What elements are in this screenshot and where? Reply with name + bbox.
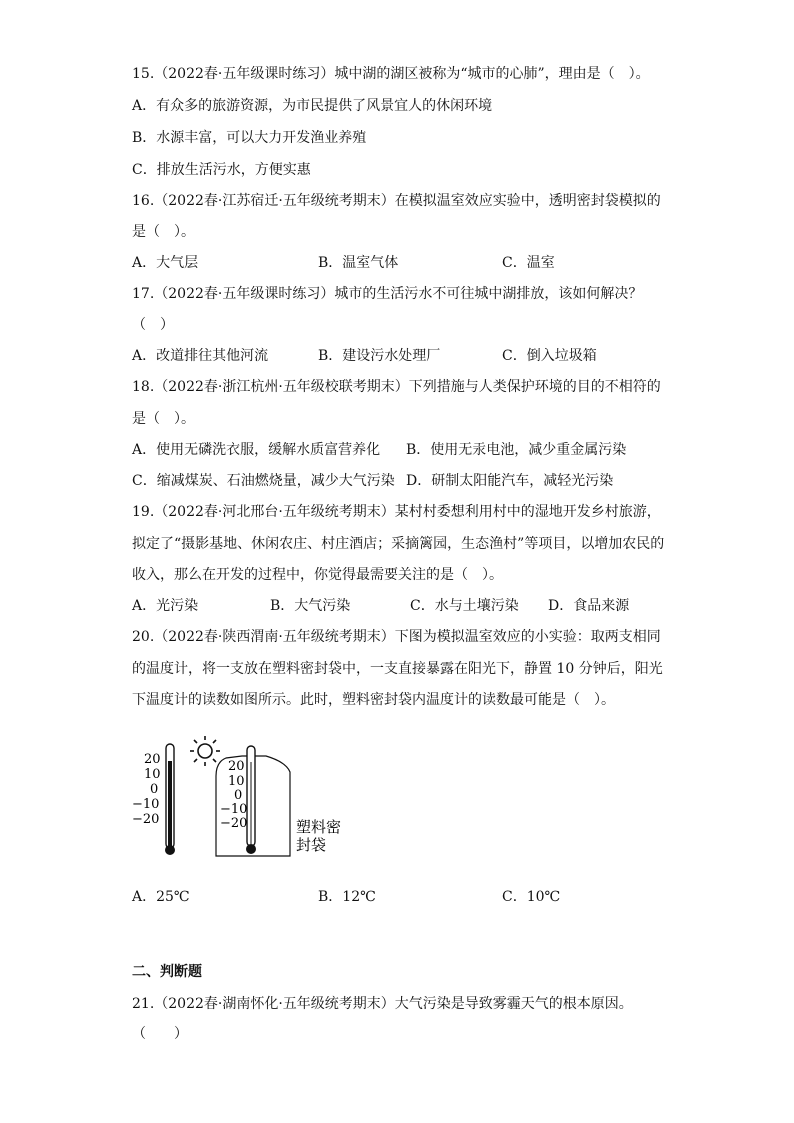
q16-option-c: C．温室 xyxy=(502,255,555,271)
q18-option-c: C．缩减煤炭、石油燃烧量，减少大气污染 xyxy=(132,473,395,489)
bag-label-line2: 封袋 xyxy=(296,836,327,854)
left-scale-label-minus10: −10 xyxy=(132,797,160,812)
q21-stem: 21.（2022春·湖南怀化·五年级统考期末）大气污染是导致雾霾天气的根本原因。 xyxy=(132,996,633,1012)
bag-label-line1: 塑料密 xyxy=(296,818,342,836)
q17-option-c: C．倒入垃圾箱 xyxy=(502,348,597,364)
bag-scale-label-0: 0 xyxy=(234,788,243,803)
greenhouse-experiment-figure xyxy=(130,732,380,862)
bag-scale-label-10: 10 xyxy=(228,774,245,789)
q18-stem-line2: 是（ ）。 xyxy=(132,411,195,427)
q19-option-d: D．食品来源 xyxy=(548,598,630,614)
q20-option-c: C．10℃ xyxy=(502,889,561,905)
q19-option-c: C．水与土壤污染 xyxy=(410,598,519,614)
bag-scale-label-minus20: −20 xyxy=(220,816,248,831)
q19-option-a: A．光污染 xyxy=(132,598,199,614)
q17-option-b: B．建设污水处理厂 xyxy=(318,348,441,364)
q18-option-b: B．使用无汞电池，减少重金属污染 xyxy=(406,442,627,458)
q17-stem-line2: （ ） xyxy=(132,317,174,333)
q20-stem-line3: 下温度计的读数如图所示。此时，塑料密封袋内温度计的读数最可能是（ ）。 xyxy=(132,692,615,708)
q15-option-c: C．排放生活污水，方便实惠 xyxy=(132,162,311,178)
left-scale-label-10: 10 xyxy=(144,767,161,782)
q20-stem-line1: 20.（2022春·陕西渭南·五年级统考期末）下图为模拟温室效应的小实验：取两支相同 xyxy=(132,629,661,645)
sunlight-thermometer-icon xyxy=(165,744,175,855)
q21-answer-bracket: （ ） xyxy=(132,1026,188,1042)
q15-option-b: B．水源丰富，可以大力开发渔业养殖 xyxy=(132,130,367,146)
q19-stem-line3: 收入，那么在开发的过程中，你觉得最需要关注的是（ ）。 xyxy=(132,567,503,583)
q19-stem-line2: 拟定了“摄影基地、休闲农庄、村庄酒店；采摘篱园，生态渔村”等项目，以增加农民的 xyxy=(132,536,665,552)
bag-thermometer-icon xyxy=(246,746,256,854)
q20-option-a: A．25℃ xyxy=(132,889,190,905)
q17-stem-line1: 17.（2022春·五年级课时练习）城市的生活污水不可往城中湖排放，该如何解决？ xyxy=(132,286,643,302)
q19-stem-line1: 19.（2022春·河北邢台·五年级统考期末）某村村委想利用村中的湿地开发乡村旅游， xyxy=(132,504,661,520)
q20-option-b: B．12℃ xyxy=(318,889,376,905)
q16-stem-line1: 16.（2022春·江苏宿迁·五年级统考期末）在模拟温室效应实验中，透明密封袋模拟的 xyxy=(132,193,661,209)
q15-stem: 15.（2022春·五年级课时练习）城中湖的湖区被称为“城市的心肺”，理由是（ ）。 xyxy=(132,66,650,82)
bag-scale-label-20: 20 xyxy=(228,759,245,774)
q18-stem-line1: 18.（2022春·浙江杭州·五年级校联考期末）下列措施与人类保护环境的目的不相符的 xyxy=(132,379,661,395)
q18-option-a: A．使用无磷洗衣服，缓解水质富营养化 xyxy=(132,442,381,458)
q19-option-b: B．大气污染 xyxy=(270,598,351,614)
q15-option-a: A．有众多的旅游资源，为市民提供了风景宜人的休闲环境 xyxy=(132,98,493,114)
left-scale-label-0: 0 xyxy=(150,782,159,797)
q16-stem-line2: 是（ ）。 xyxy=(132,224,195,240)
q20-stem-line2: 的温度计，将一支放在塑料密封袋中，一支直接暴露在阳光下，静置 10 分钟后，阳光 xyxy=(132,661,663,677)
q18-option-d: D．研制太阳能汽车，减轻光污染 xyxy=(406,473,614,489)
q16-option-a: A．大气层 xyxy=(132,255,199,271)
q17-option-a: A．改道排往其他河流 xyxy=(132,348,269,364)
section-2-title: 二、判断题 xyxy=(132,964,202,980)
q16-option-b: B．温室气体 xyxy=(318,255,399,271)
bag-scale-label-minus10: −10 xyxy=(220,802,248,817)
left-scale-label-20: 20 xyxy=(144,752,161,767)
sun-icon xyxy=(190,736,220,766)
left-scale-label-minus20: −20 xyxy=(132,812,160,827)
